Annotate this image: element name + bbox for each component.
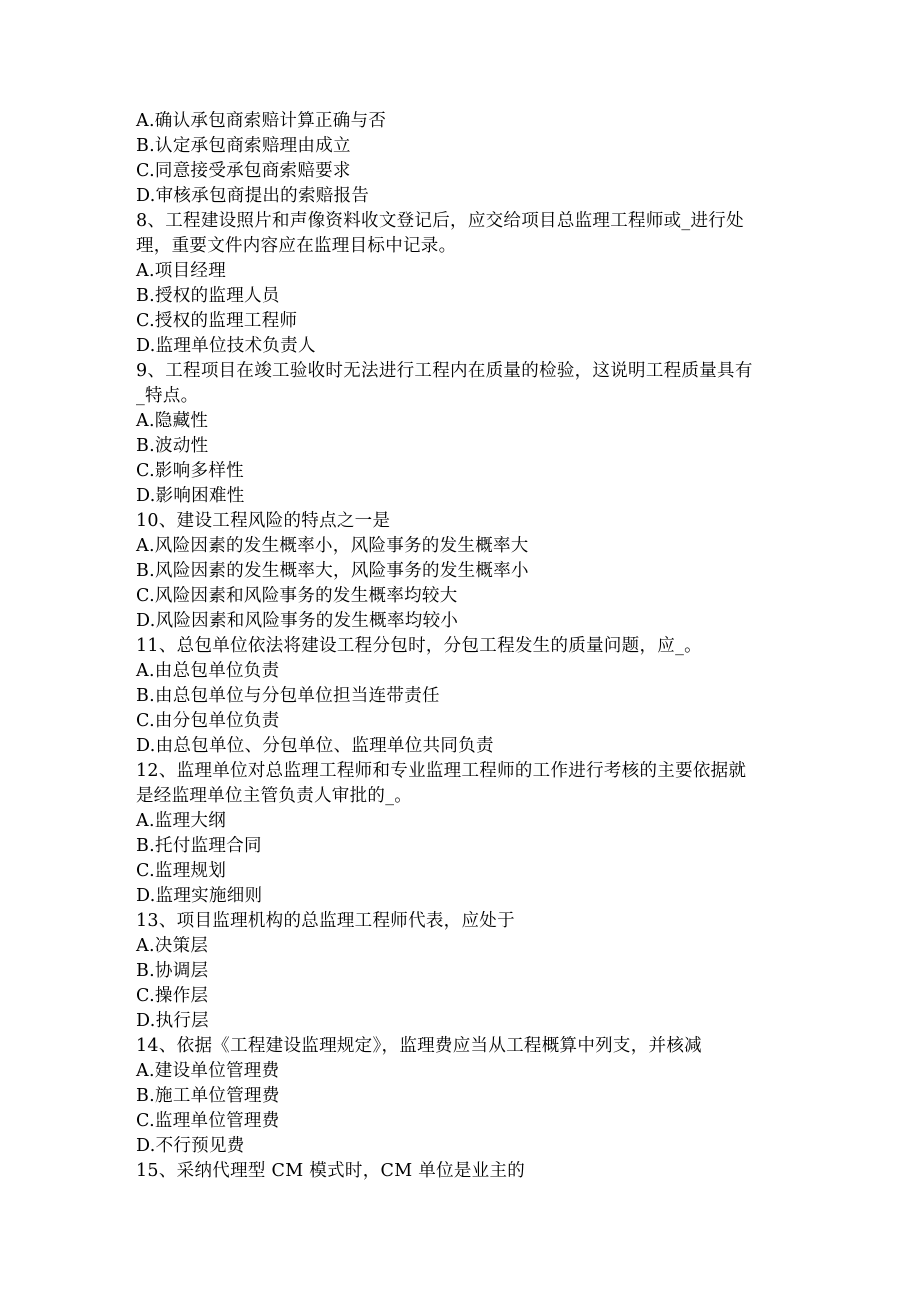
option-line: D.监理实施细则: [136, 886, 263, 906]
question-8-line-2: 理，重要文件内容应在监理目标中记录。: [136, 236, 457, 256]
option-line: C.同意接受承包商索赔要求: [136, 161, 351, 181]
question-9-line-2: _特点。: [136, 386, 199, 406]
question-8-line-1: 8、工程建设照片和声像资料收文登记后，应交给项目总监理工程师或_进行处: [136, 211, 744, 231]
option-line: A.由总包单位负责: [136, 661, 280, 681]
option-line: B.托付监理合同: [136, 836, 262, 856]
question-12-line-1: 12、监理单位对总监理工程师和专业监理工程师的工作进行考核的主要依据就: [136, 761, 747, 781]
option-line: C.监理单位管理费: [136, 1111, 280, 1131]
option-line: C.影响多样性: [136, 461, 244, 481]
option-line: A.项目经理: [136, 261, 227, 281]
option-line: A.隐藏性: [136, 411, 209, 431]
option-line: A.风险因素的发生概率小，风险事务的发生概率大: [136, 536, 529, 556]
option-line: B.授权的监理人员: [136, 286, 280, 306]
question-15: 15、采纳代理型 CM 模式时，CM 单位是业主的: [136, 1161, 526, 1181]
option-line: C.风险因素和风险事务的发生概率均较大: [136, 586, 458, 606]
option-line: C.由分包单位负责: [136, 711, 280, 731]
option-line: D.风险因素和风险事务的发生概率均较小: [136, 611, 459, 631]
option-line: B.认定承包商索赔理由成立: [136, 136, 351, 156]
option-line: A.确认承包商索赔计算正确与否: [136, 111, 387, 131]
option-line: B.协调层: [136, 961, 209, 981]
option-line: A.决策层: [136, 936, 209, 956]
option-line: A.监理大纲: [136, 811, 227, 831]
question-13: 13、项目监理机构的总监理工程师代表，应处于: [136, 911, 515, 931]
option-line: B.由总包单位与分包单位担当连带责任: [136, 686, 440, 706]
question-10: 10、建设工程风险的特点之一是: [136, 511, 391, 531]
option-line: D.执行层: [136, 1011, 209, 1031]
option-line: D.影响困难性: [136, 486, 245, 506]
option-line: C.授权的监理工程师: [136, 311, 298, 331]
question-14: 14、依据《工程建设监理规定》，监理费应当从工程概算中列支，并核减: [136, 1036, 702, 1056]
option-line: D.不行预见费: [136, 1136, 245, 1156]
option-line: A.建设单位管理费: [136, 1061, 280, 1081]
option-line: B.波动性: [136, 436, 209, 456]
question-12-line-2: 是经监理单位主管负责人审批的_。: [136, 786, 413, 806]
option-line: B.施工单位管理费: [136, 1086, 280, 1106]
option-line: D.审核承包商提出的索赔报告: [136, 186, 370, 206]
option-line: D.监理单位技术负责人: [136, 336, 316, 356]
document-body: [136, 109, 786, 1184]
option-line: D.由总包单位、分包单位、监理单位共同负责: [136, 736, 494, 756]
option-line: C.监理规划: [136, 861, 227, 881]
question-9-line-1: 9、工程项目在竣工验收时无法进行工程内在质量的检验，这说明工程质量具有: [136, 361, 753, 381]
question-11: 11、总包单位依法将建设工程分包时，分包工程发生的质量问题，应_。: [136, 636, 702, 656]
option-line: B.风险因素的发生概率大，风险事务的发生概率小: [136, 561, 529, 581]
option-line: C.操作层: [136, 986, 209, 1006]
